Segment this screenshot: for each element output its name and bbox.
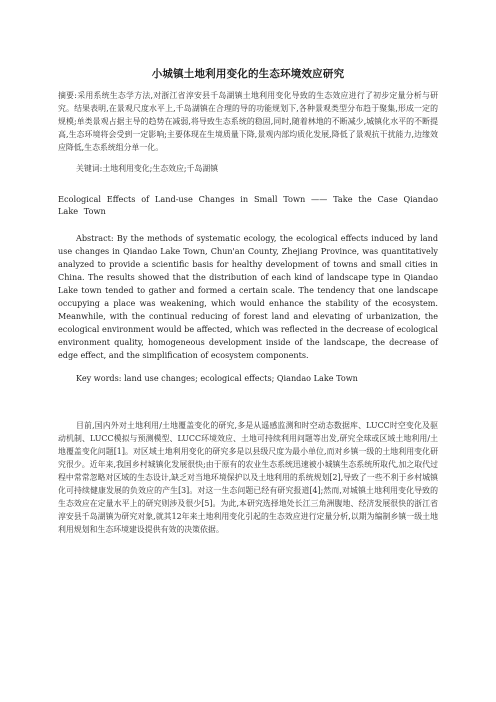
introduction-paragraph: 目前,国内外对土地利用/土地覆盖变化的研究,多是从遥感监测和时空动态数据库、LUCC时空变化及驱动机制、LUCC模拟与预测模型、LUCC环境效应、土地可持续利用问题等出发,研究全球或区域土地利用/土地覆盖变化问题[1]。对区域土地利用变化的研究多是以县级尺度为最小单位,而对乡镇一级的土地利用变化研究很少。近年来,我国乡村城镇化发展很快;由于原有的农业生态系统迅速被小城镇生态系统所取代,加之取代过程中常常忽略对区域的生态设计,缺乏对当地环境保护以及土地利用的系统规划[2],导致了一些不利于乡村城镇化可持续健康发展的负效应的产生[3]。对这一生态问题已经有研究报道[4];然而,对城镇土地利用变化导致的生态效应在定量水平上的研究则涉及很少[5]。为此,本研究选择地处长江三角洲腹地、经济发展很快的浙江省淳安县千岛湖镇为研究对象,就其12年来土地利用变化引起的生态效应进行定量分析,以期为编制乡镇一级土地利用规划和生态环境建设提供有效的决策依据。: [58, 421, 438, 535]
english-title: Ecological Effects of Land-use Changes in Small Town —— Take the Case Qiandao Lake Town: [58, 193, 438, 217]
chinese-abstract: 摘要:采用系统生态学方法,对浙江省淳安县千岛湖镇土地利用变化导致的生态效应进行了初步定量分析与研究。结果表明,在景观尺度水平上,千岛湖镇在合理的导的功能规划下,各种景观类型分布趋于聚集,形成一定的规模;单类景观占据主导的趋势在减弱,将导致生态系统的稳固,同时,随着林地的不断减少,城镇化水平的不断提高,生态环境将会受到一定影响;主要体现在生境质量下降,景观内部均质化发展,降低了景观抗干扰能力,边缘效应降低,生态系统组分单一化。: [58, 91, 438, 152]
paper-title: 小城镇土地利用变化的生态环境效应研究: [151, 68, 345, 80]
section-gap: [58, 218, 438, 232]
section-gap: [58, 384, 438, 419]
english-keywords: Key words: land use changes; ecological effects; Qiandao Lake Town: [76, 373, 358, 384]
section-gap: [58, 175, 438, 193]
english-abstract: Abstract: By the methods of systematic ecology, the ecological effects induced by land use changes in Qiandao Lake Town, Chun'an County, Zhejiang Province, was quantitatively analyzed to provide a scientific basis for healthy development of towns and small cities in China. The results showed that the distribution of each kind of landscape type in Qiandao Lake town tended to gather and formed a certain scale. The tendency that one landscape occupying a place was weakening, which would enhance the stability of the ecosystem. Meanwhile, with the continual reducing of forest land and elevating of urbanization, the ecological environment would be affected, which was reflected in the decrease of ecological environment quality, homogeneous development inside of the landscape, the decrease of edge effect, and the simplification of ecosystem components.: [58, 232, 438, 361]
chinese-keywords: 关键词:土地利用变化;生态效应;千岛湖镇: [76, 163, 219, 173]
